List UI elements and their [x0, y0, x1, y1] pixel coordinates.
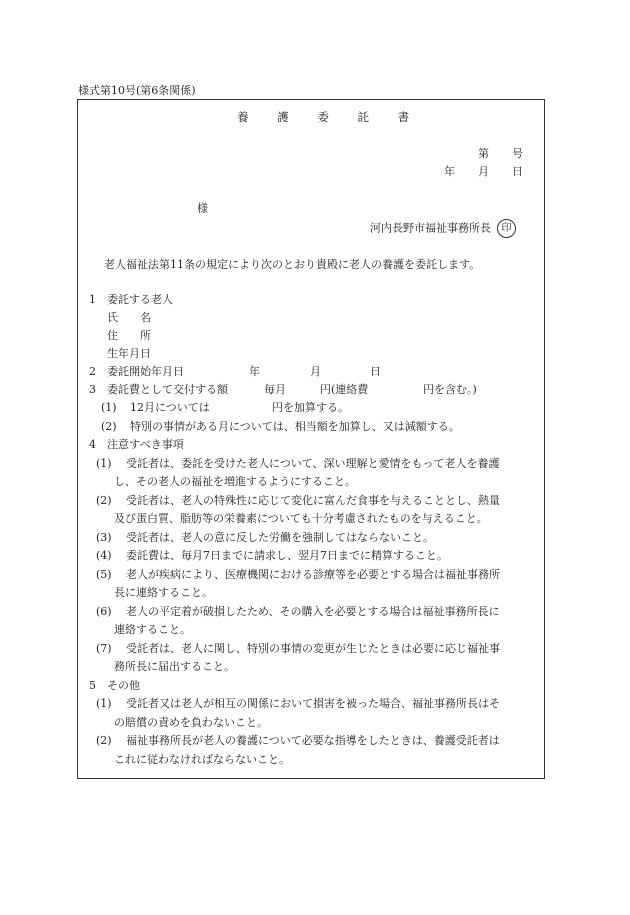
section5-item2-line2: これに従わなければならないこと。: [114, 753, 290, 766]
section4-item1-line2: し、その老人の福祉を増進するようにすること。: [114, 475, 356, 488]
section4-item1-line1: 受託者は、委託を受けた老人について、深い理解と愛情をもって老人を養護: [126, 457, 500, 470]
field-name: 氏 名: [107, 311, 151, 324]
section3-sub1-num: (1): [101, 401, 117, 414]
section4-item7-line1: 受託者は、老人に関し、特別の事情の変更が生じたときは必要に応じ福祉事: [126, 642, 500, 655]
section4-item3-line1: 受託者は、老人の意に反した労働を強制してはならないこと。: [126, 531, 434, 544]
section4-item3-num: (3): [96, 531, 112, 544]
section4-item4-num: (4): [96, 549, 112, 562]
section4-item4-line1: 委託費は、毎月7日までに請求し、翌月7日までに精算すること。: [126, 549, 448, 562]
section4-item6-line2: 連絡すること。: [114, 623, 191, 636]
section2-year: 年: [249, 365, 260, 378]
section1-heading: 1 委託する老人: [89, 293, 173, 306]
section4-item7-line2: 務所長に届出すること。: [114, 660, 235, 673]
section3-sub1-addition: 円を加算する。: [272, 401, 349, 414]
intro-text: 老人福祉法第11条の規定により次のとおり貴殿に老人の養護を委託します。: [104, 258, 481, 271]
field-birthdate: 生年月日: [107, 347, 151, 360]
number-dai: 第: [478, 147, 489, 160]
section5-item2-line1: 福祉事務所長が老人の養護について必要な指導をしたときは、養護受託者は: [126, 734, 500, 747]
field-address: 住 所: [107, 329, 151, 342]
section3-sub1-text: 12月については: [130, 401, 210, 414]
section4-item6-num: (6): [96, 605, 112, 618]
title-char: 護: [277, 110, 289, 124]
section4-item6-line1: 老人の平定着が破損したため、その購入を必要とする場合は福祉事務所長に: [126, 605, 500, 618]
section4-item2-num: (2): [96, 494, 112, 507]
section4-item7-num: (7): [96, 642, 112, 655]
section3-sub2-num: (2): [101, 420, 117, 433]
section5-item1-line1: 受託者又は老人が相互の関係において損害を被った場合、福祉事務所長はそ: [126, 697, 500, 710]
section2-month: 月: [310, 365, 321, 378]
section4-heading: 4 注意すべき事項: [89, 438, 184, 451]
section5-item2-num: (2): [96, 734, 112, 747]
document-title: [237, 110, 409, 124]
issuer-line: [370, 219, 516, 238]
date-day: 日: [512, 165, 523, 178]
section4-item5-num: (5): [96, 568, 112, 581]
addressee-suffix: 様: [197, 202, 208, 215]
section4-item2-line2: 及び蛋白質、脂肪等の栄養素についても十分考慮されたものを与えること。: [114, 512, 488, 525]
title-char: 書: [397, 110, 410, 124]
section2-heading: 2 委託開始年月日: [89, 365, 184, 378]
form-number-label: 様式第10号(第6条関係): [78, 84, 196, 97]
section4-item5-line2: 長に連絡すること。: [114, 586, 213, 599]
section5-item1-num: (1): [96, 697, 112, 710]
section3-monthly: 毎月: [264, 383, 286, 396]
issuer-name: 河内長野市福祉事務所長: [370, 221, 491, 235]
section3-heading: 3 委託費として交付する額: [89, 383, 228, 396]
number-gou: 号: [512, 147, 523, 160]
section5-item1-line2: の賠償の責めを負わないこと。: [114, 716, 268, 729]
date-year: 年: [444, 165, 455, 178]
seal-stamp: 印: [497, 219, 516, 238]
title-char: 委: [317, 110, 329, 124]
section5-heading: 5 その他: [89, 679, 140, 692]
title-char: 託: [357, 110, 369, 124]
date-month: 月: [478, 165, 489, 178]
section3-sub2-text: 特別の事情がある月については、相当額を加算し、又は減額する。: [130, 420, 460, 433]
section4-item1-num: (1): [96, 457, 112, 470]
section3-yen-note: 円(連絡費: [320, 383, 369, 396]
title-char: 養: [237, 110, 249, 124]
section4-item5-line1: 老人が疾病により、医療機関における診療等を必要とする場合は福祉事務所: [126, 568, 500, 581]
section4-item2-line1: 受託者は、老人の特殊性に応じて変化に富んだ食事を与えることとし、熱量: [126, 494, 500, 507]
section2-day: 日: [370, 365, 381, 378]
section3-included: 円を含む。): [423, 383, 477, 396]
